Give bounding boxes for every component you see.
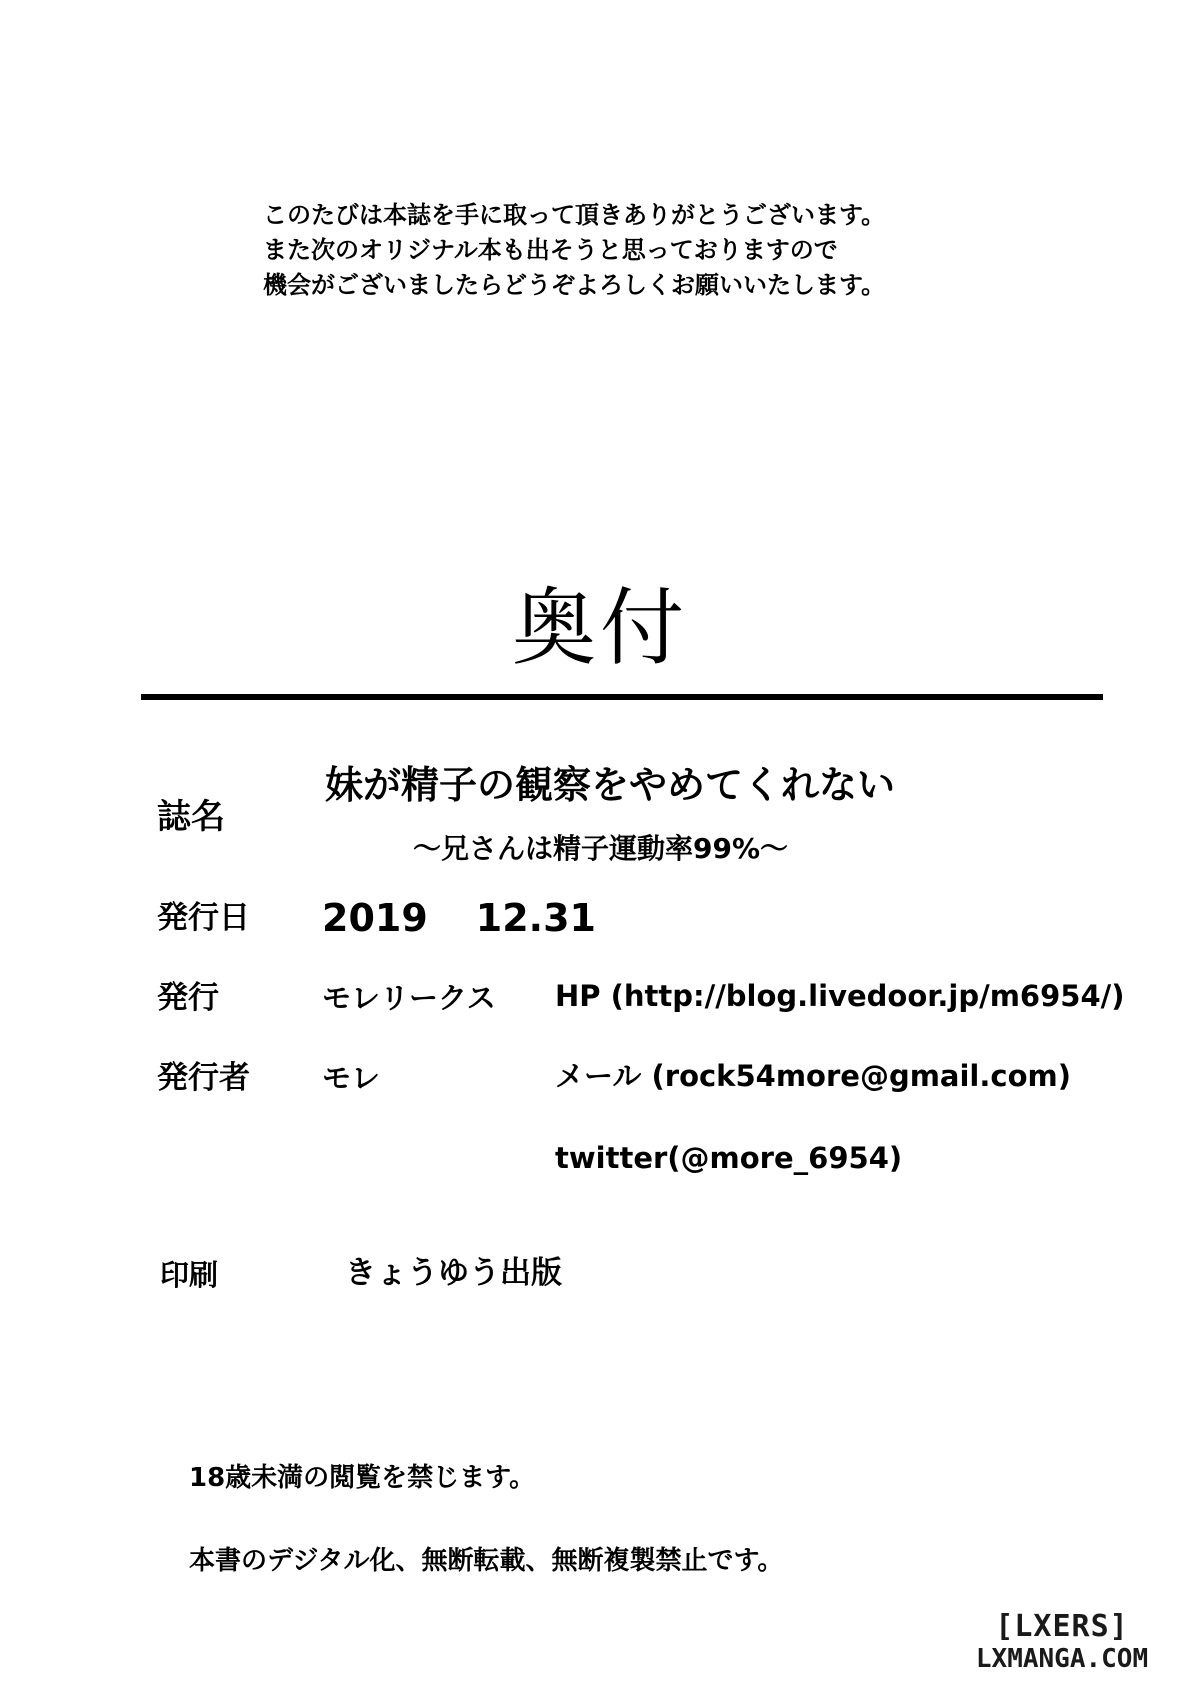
book-subtitle: 〜兄さんは精子運動率99%〜 <box>413 832 789 865</box>
mail-address[interactable]: メール (rock54more@gmail.com) <box>555 1059 1071 1093</box>
intro-message <box>263 198 885 303</box>
book-title: 妹が精子の観察をやめてくれない <box>325 763 896 807</box>
age-restriction-notice: 18歳未満の閲覧を禁じます。 <box>189 1463 536 1493</box>
date-label: 発行日 <box>157 900 250 936</box>
issuer-name: モレ <box>322 1061 381 1095</box>
colophon-heading: 奥付 <box>511 579 688 677</box>
twitter-handle[interactable]: twitter(@more_6954) <box>555 1141 903 1175</box>
printer-label: 印刷 <box>160 1258 219 1292</box>
homepage-link[interactable]: HP (http://blog.livedoor.jp/m6954/) <box>555 979 1125 1013</box>
copyright-notice: 本書のデジタル化、無断転載、無断複製禁止です。 <box>189 1546 784 1576</box>
publish-date <box>322 896 596 940</box>
intro-line-3: 機会がございましたらどうぞよろしくお願いいたします。 <box>263 271 886 299</box>
publisher-name: モレリークス <box>322 981 496 1015</box>
publish-date-day: 12.31 <box>475 896 596 940</box>
publisher-label: 発行 <box>157 980 219 1016</box>
intro-line-2: また次のオリジナル本も出そうと思っておりますので <box>263 236 838 264</box>
intro-line-1: このたびは本誌を手に取って頂きありがとうございます。 <box>263 201 886 229</box>
watermark-line-2: LXMANGA.COM <box>975 1644 1149 1674</box>
publish-date-year: 2019 <box>322 896 428 940</box>
issuer-label: 発行者 <box>157 1060 250 1096</box>
heading-divider <box>141 694 1103 700</box>
title-label: 誌名 <box>157 797 225 837</box>
site-watermark <box>962 1610 1162 1674</box>
printer-name: きょうゆう出版 <box>345 1255 562 1291</box>
watermark-line-1: [LXERS] <box>995 1609 1129 1644</box>
